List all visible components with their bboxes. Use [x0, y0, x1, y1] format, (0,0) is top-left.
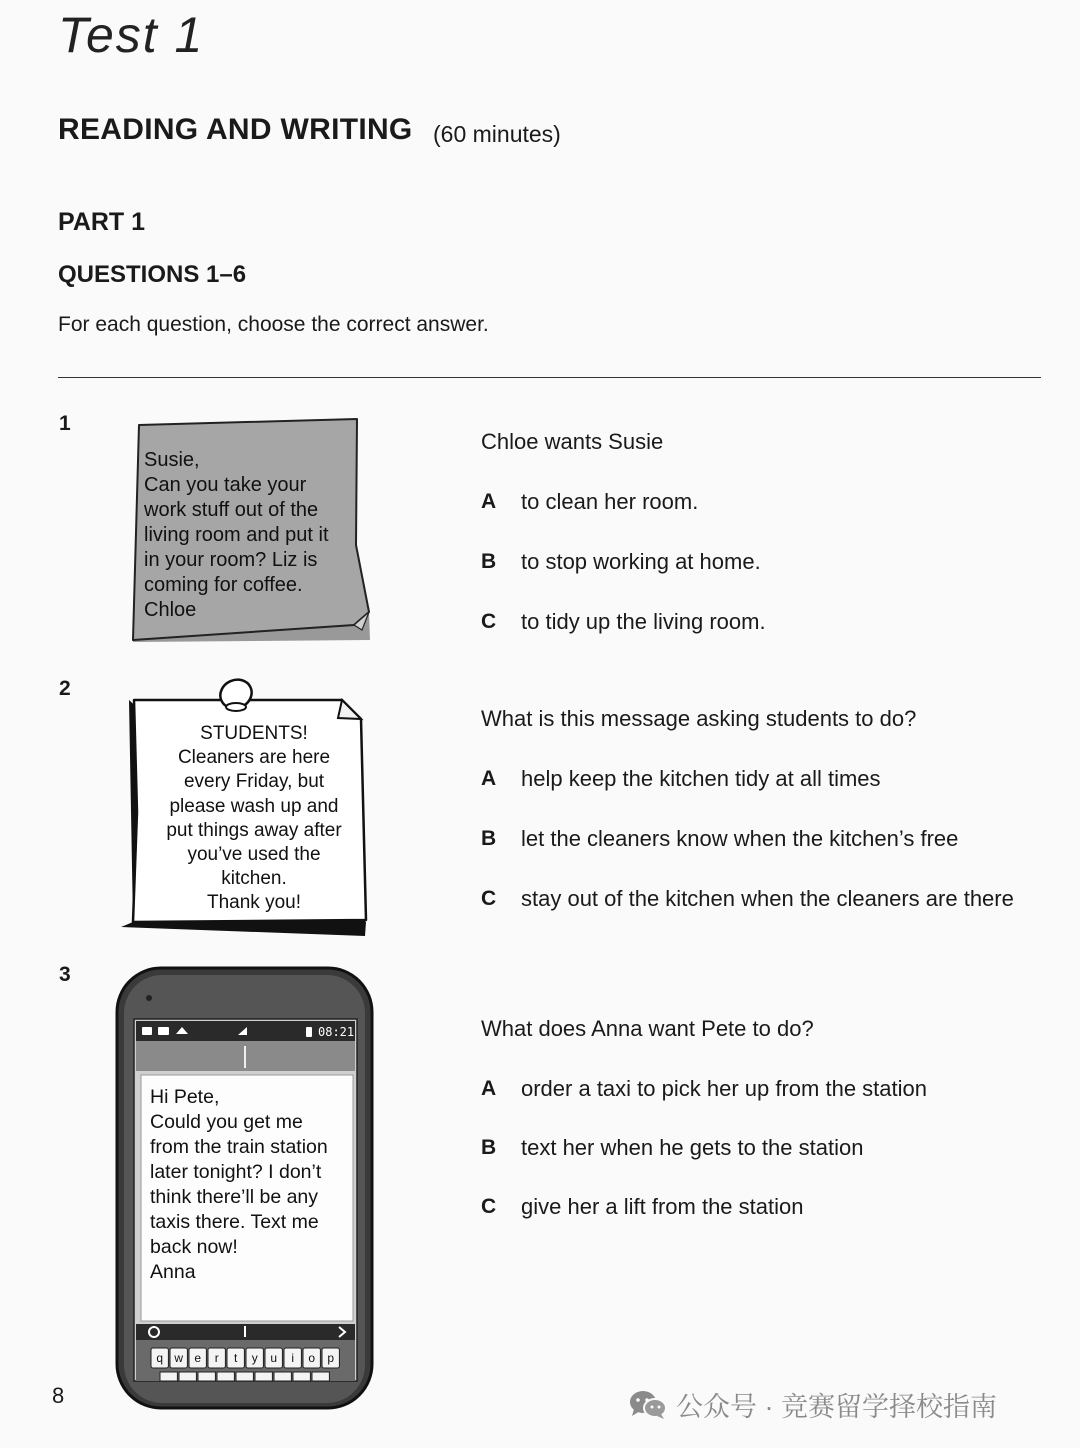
instruction-text: For each question, choose the correct answer.: [58, 313, 489, 336]
questions-title: QUESTIONS 1–6: [58, 261, 247, 288]
keyboard-key-label: i: [291, 1351, 295, 1365]
note-line: living room and put it: [144, 524, 329, 546]
keyboard-key-label: t: [234, 1351, 238, 1365]
note-line: coming for coffee.: [144, 574, 303, 596]
note-line: please wash up and: [169, 795, 339, 817]
note-line: you’ve used the: [187, 844, 321, 866]
option-letter: A: [481, 490, 497, 513]
question-3-option-b: text her when he gets to the station: [521, 1135, 864, 1160]
note-line: in your room? Liz is: [144, 549, 318, 571]
note-line: put things away after: [166, 819, 342, 841]
option-letter: B: [481, 550, 497, 573]
question-1-option-b: to stop working at home.: [521, 549, 761, 574]
sms-line: later tonight? I don’t: [150, 1161, 322, 1183]
sms-line: think there’ll be any: [150, 1186, 319, 1208]
keyboard-key-label: q: [156, 1351, 164, 1365]
question-2-text: What is this message asking students to do?: [481, 706, 917, 731]
keyboard-key: [274, 1372, 291, 1381]
sms-line: taxis there. Text me: [150, 1211, 319, 1233]
chat-bubble-icon: [628, 1389, 668, 1421]
option-letter: B: [481, 827, 497, 850]
option-letter: B: [481, 1136, 497, 1159]
keyboard-key-label: w: [174, 1351, 184, 1365]
section-title: READING AND WRITING: [58, 113, 413, 146]
option-letter: A: [481, 1077, 497, 1100]
option-letter: C: [481, 887, 497, 910]
sms-line: from the train station: [150, 1136, 328, 1158]
option-letter: C: [481, 610, 497, 633]
option-letter: C: [481, 1195, 497, 1218]
note-line: Cleaners are here: [177, 747, 331, 769]
question-2-option-a: help keep the kitchen tidy at all times: [521, 766, 881, 791]
note-line: kitchen.: [221, 868, 287, 890]
question-number-2: 2: [59, 677, 71, 700]
keyboard-key: [255, 1372, 272, 1381]
keyboard-key-label: y: [251, 1351, 258, 1365]
note-1-text: [144, 448, 349, 623]
section-duration: (60 minutes): [433, 121, 561, 147]
keyboard-key: [217, 1372, 234, 1381]
note-line: work stuff out of the: [144, 499, 319, 521]
question-2-option-c: stay out of the kitchen when the cleaners are there: [521, 886, 1014, 911]
note-line: Can you take your: [144, 474, 307, 496]
question-1-option-c: to tidy up the living room.: [521, 609, 766, 634]
sms-line: Could you get me: [150, 1111, 303, 1133]
question-3-option-a: order a taxi to pick her up from the station: [521, 1076, 927, 1101]
keyboard-key-label: e: [194, 1351, 202, 1365]
note-line: Thank you!: [207, 892, 301, 914]
sms-line: Hi Pete,: [150, 1086, 220, 1108]
sms-message-text: [150, 1085, 348, 1285]
watermark: [628, 1385, 997, 1424]
keyboard-key: [198, 1372, 215, 1381]
page-number: 8: [52, 1383, 65, 1408]
keyboard-key-label: p: [327, 1351, 335, 1365]
keyboard-key: [179, 1372, 196, 1381]
note-line: Susie,: [144, 449, 200, 471]
keyboard-key-label: o: [308, 1351, 316, 1365]
question-1-text: Chloe wants Susie: [481, 429, 664, 454]
question-3-option-c: give her a lift from the station: [521, 1194, 804, 1219]
keyboard-key-label: r: [214, 1351, 219, 1365]
keyboard-key-label: u: [270, 1351, 278, 1365]
question-1-option-a: to clean her room.: [521, 489, 699, 514]
option-letter: A: [481, 767, 497, 790]
keyboard-key: [293, 1372, 310, 1381]
question-2-option-b: let the cleaners know when the kitchen’s free: [521, 826, 959, 851]
sms-line: Anna: [150, 1261, 196, 1283]
part-title: PART 1: [58, 208, 146, 236]
question-3-text: What does Anna want Pete to do?: [481, 1016, 814, 1041]
watermark-text: 公众号 · 竞赛留学择校指南: [676, 1392, 997, 1422]
phone-status-time: 08:21: [318, 1025, 355, 1039]
note-line: Chloe: [144, 599, 197, 621]
keyboard-key: [312, 1372, 329, 1381]
sms-line: back now!: [150, 1236, 238, 1258]
note-line: STUDENTS!: [200, 723, 308, 744]
note-2-text: [152, 722, 356, 916]
question-number-3: 3: [59, 963, 71, 986]
note-line: every Friday, but: [183, 771, 325, 793]
keyboard-key: [236, 1372, 253, 1381]
test-title: Test 1: [58, 7, 205, 63]
question-number-1: 1: [59, 412, 71, 435]
keyboard-key: [160, 1372, 177, 1381]
